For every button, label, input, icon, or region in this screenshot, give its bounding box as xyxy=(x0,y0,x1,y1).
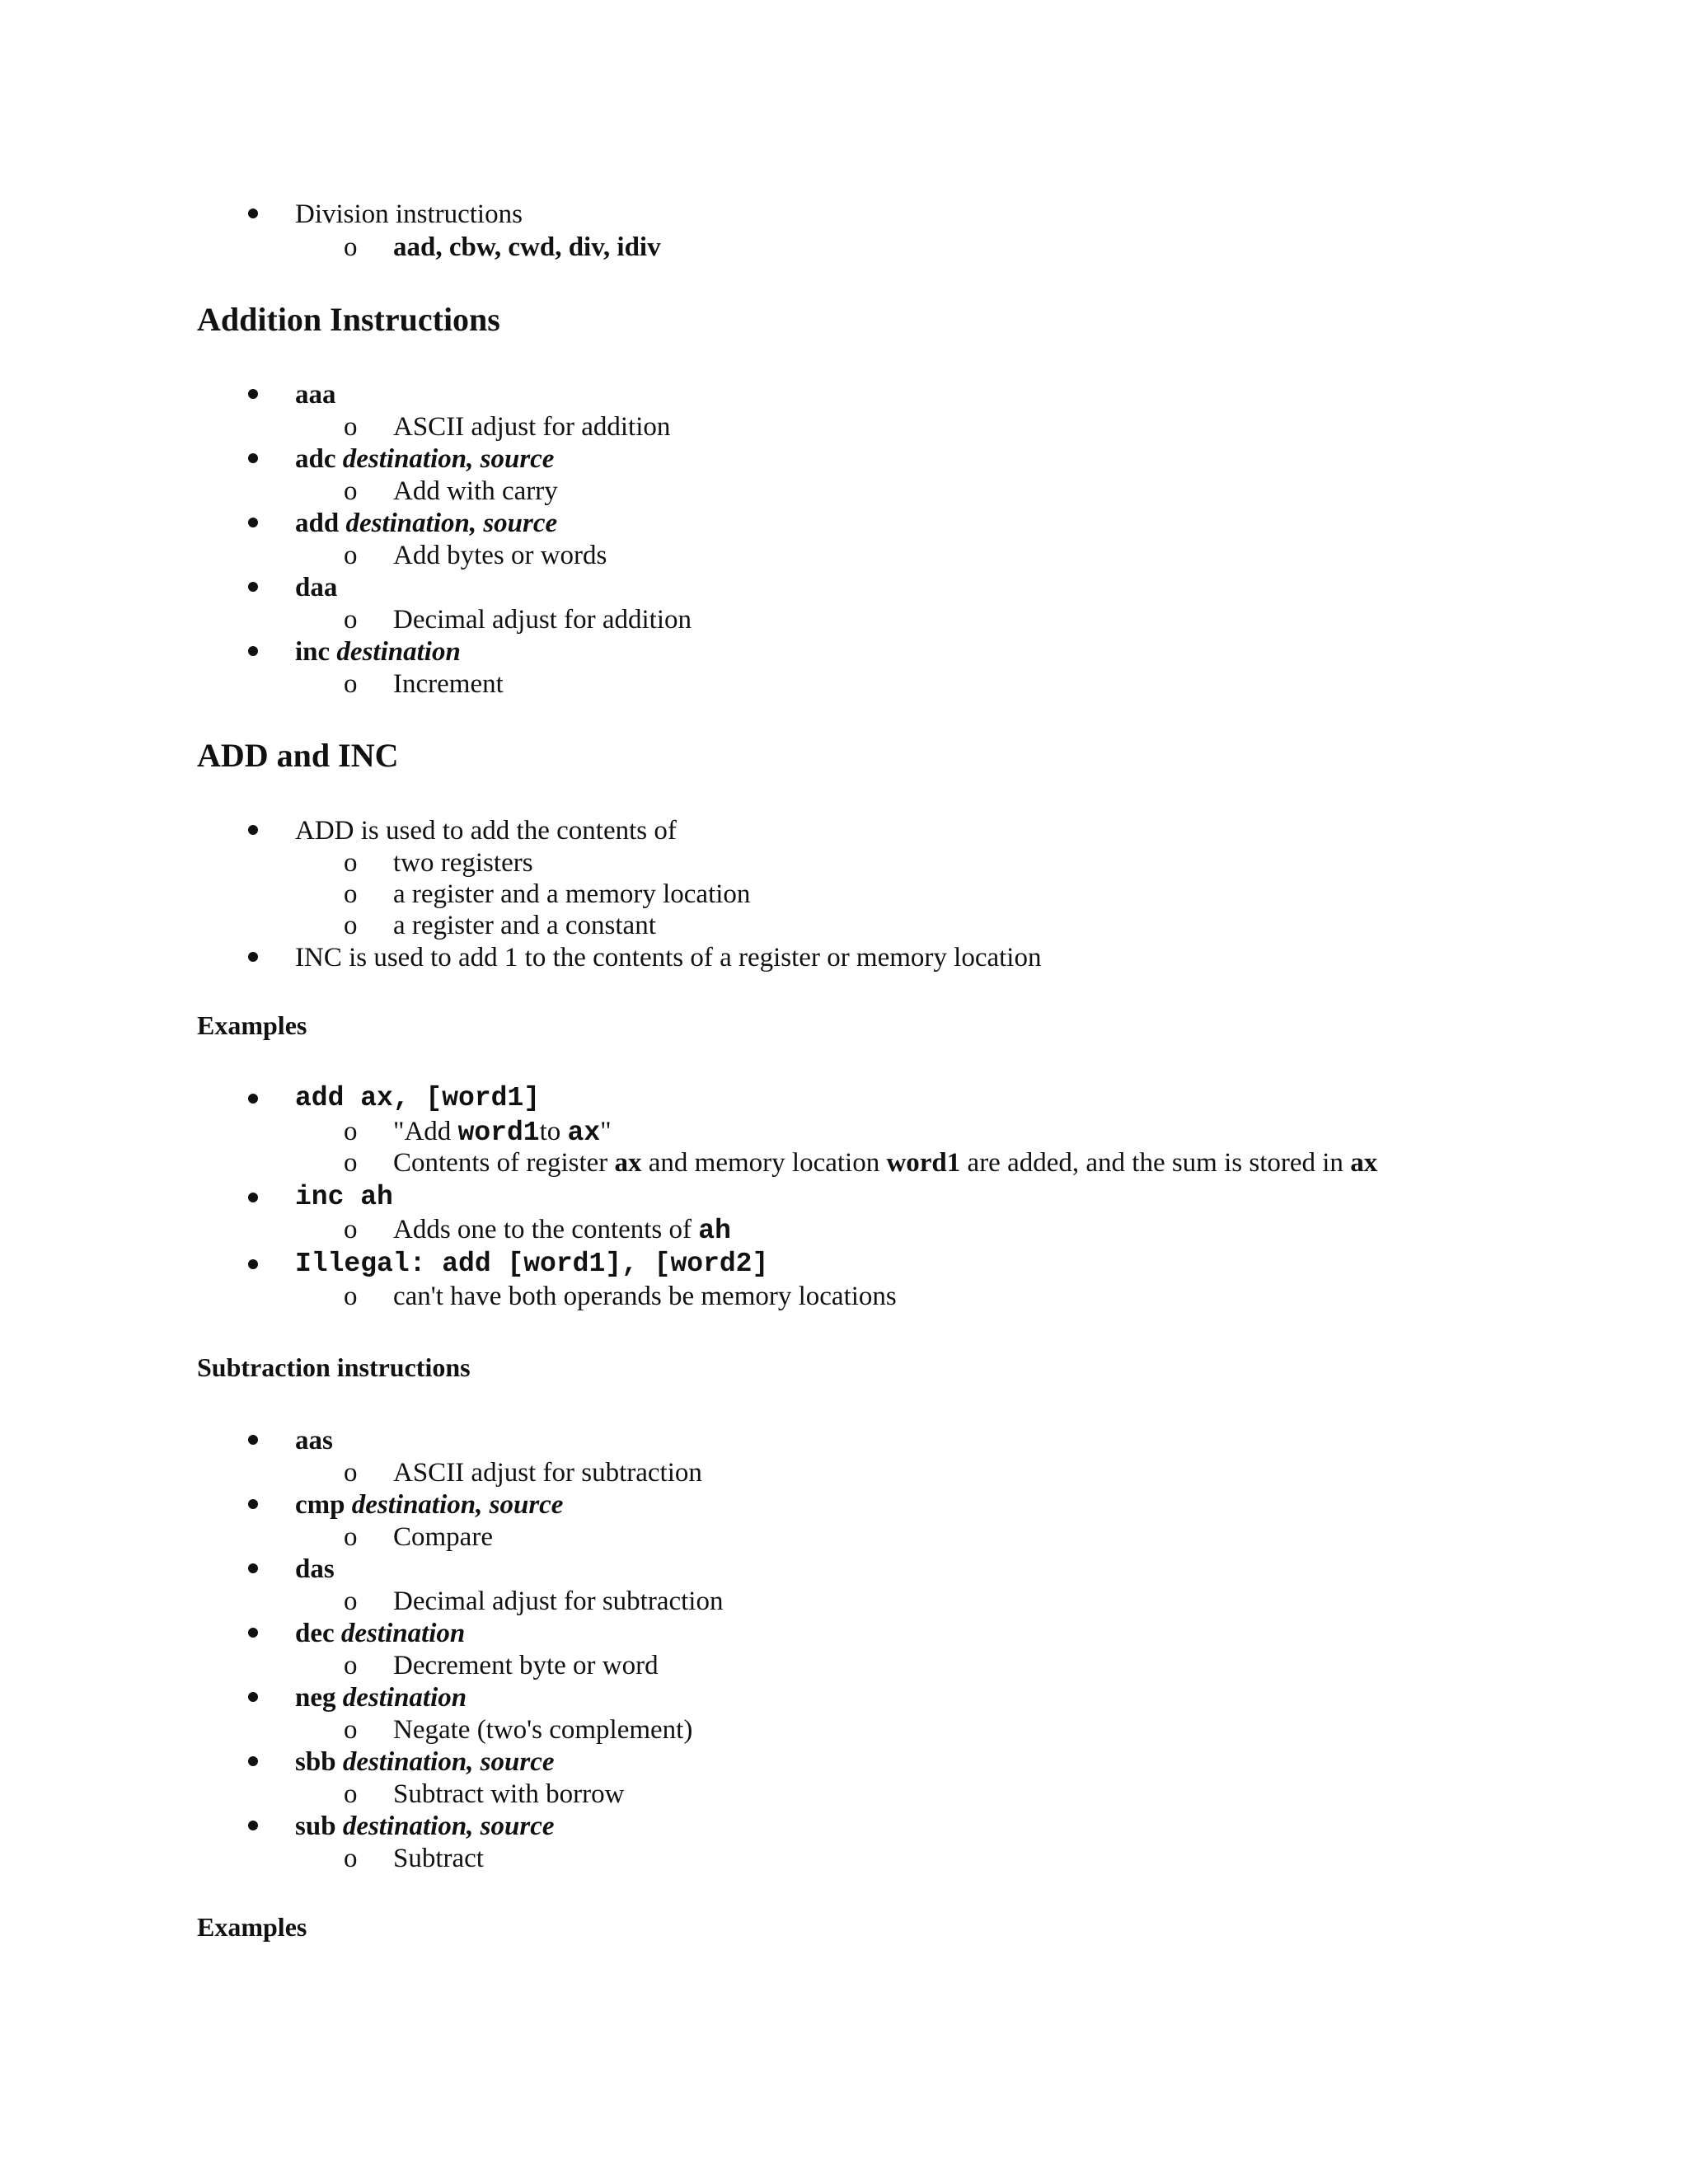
sub-bullet: o xyxy=(344,1215,358,1244)
bullet xyxy=(248,1563,258,1573)
instruction-desc: Decrement byte or word xyxy=(393,1651,659,1680)
sub-bullet: o xyxy=(344,1282,358,1311)
instruction-item: dec destination xyxy=(295,1619,466,1648)
example-explanation: Adds one to the contents of ah xyxy=(393,1215,731,1246)
code-example: add ax, [word1] xyxy=(295,1083,541,1113)
bullet xyxy=(248,1756,258,1766)
section-heading: ADD and INC xyxy=(197,737,399,774)
example-explanation: can't have both operands be memory locations xyxy=(393,1282,897,1311)
sub-bullet: o xyxy=(344,1844,358,1873)
instruction-item: aaa xyxy=(295,380,336,410)
instruction-desc: Decimal adjust for subtraction xyxy=(393,1586,724,1616)
sub-bullet: o xyxy=(344,232,358,262)
instruction-item: neg destination xyxy=(295,1683,467,1713)
instruction-desc: Subtract xyxy=(393,1844,484,1873)
bullet xyxy=(248,518,258,527)
bullet xyxy=(248,1692,258,1702)
sub-bullet: o xyxy=(344,911,358,940)
subsection-heading: Subtraction instructions xyxy=(197,1352,471,1382)
sub-bullet: o xyxy=(344,541,358,570)
sub-bullet: o xyxy=(344,1586,358,1616)
subsection-heading: Examples xyxy=(197,1912,307,1942)
sub-bullet: o xyxy=(344,476,358,506)
bullet xyxy=(248,389,258,399)
sub-bullet: o xyxy=(344,1117,358,1146)
instruction-item: cmp destination, source xyxy=(295,1490,564,1520)
instruction-desc: Add bytes or words xyxy=(393,541,607,570)
sub-bullet: o xyxy=(344,1522,358,1552)
list-sub-item-text: aad, cbw, cwd, div, idiv xyxy=(393,232,661,262)
instruction-item: add destination, source xyxy=(295,509,558,538)
sub-bullet: o xyxy=(344,1715,358,1745)
bullet xyxy=(248,1259,258,1269)
example-explanation: "Add word1to ax" xyxy=(393,1117,612,1148)
instruction-item: daa xyxy=(295,573,338,602)
sub-bullet: o xyxy=(344,605,358,635)
bullet xyxy=(248,1499,258,1509)
bullet xyxy=(248,1628,258,1638)
instruction-desc: Negate (two's complement) xyxy=(393,1715,693,1745)
bullet xyxy=(248,646,258,656)
sub-bullet: o xyxy=(344,848,358,878)
bullet xyxy=(248,1193,258,1202)
section-heading: Addition Instructions xyxy=(197,301,500,338)
bullet xyxy=(248,1094,258,1104)
list-sub-item-text: two registers xyxy=(393,848,533,878)
list-item-text: INC is used to add 1 to the contents of a register or memory location xyxy=(295,943,1042,972)
sub-bullet: o xyxy=(344,412,358,442)
instruction-desc: ASCII adjust for addition xyxy=(393,412,671,442)
bullet xyxy=(248,1435,258,1445)
list-sub-item-text: a register and a memory location xyxy=(393,879,751,909)
instruction-item: aas xyxy=(295,1426,333,1455)
instruction-item: sbb destination, source xyxy=(295,1747,555,1777)
list-item-text: Division instructions xyxy=(295,199,523,229)
list-sub-item-text: a register and a constant xyxy=(393,911,656,940)
bullet xyxy=(248,453,258,463)
bullet xyxy=(248,1821,258,1830)
instruction-desc: Increment xyxy=(393,669,504,699)
instruction-desc: Subtract with borrow xyxy=(393,1779,625,1809)
bullet xyxy=(248,952,258,962)
instruction-desc: Add with carry xyxy=(393,476,558,506)
sub-bullet: o xyxy=(344,1651,358,1680)
sub-bullet: o xyxy=(344,1458,358,1488)
instruction-item: inc destination xyxy=(295,637,461,667)
bullet xyxy=(248,582,258,592)
example-explanation: Contents of register ax and memory location word1 are added, and the sum is stored in ax xyxy=(393,1148,1378,1178)
instruction-desc: Compare xyxy=(393,1522,493,1552)
code-example: Illegal: add [word1], [word2] xyxy=(295,1249,769,1279)
code-example: inc ah xyxy=(295,1182,393,1212)
sub-bullet: o xyxy=(344,879,358,909)
sub-bullet: o xyxy=(344,1148,358,1178)
instruction-item: sub destination, source xyxy=(295,1811,555,1841)
instruction-desc: Decimal adjust for addition xyxy=(393,605,692,635)
bullet xyxy=(248,209,258,218)
instruction-item: das xyxy=(295,1554,335,1584)
list-item-text: ADD is used to add the contents of xyxy=(295,816,677,846)
bullet xyxy=(248,825,258,835)
subsection-heading: Examples xyxy=(197,1010,307,1040)
sub-bullet: o xyxy=(344,669,358,699)
instruction-desc: ASCII adjust for subtraction xyxy=(393,1458,702,1488)
instruction-item: adc destination, source xyxy=(295,444,555,474)
sub-bullet: o xyxy=(344,1779,358,1809)
